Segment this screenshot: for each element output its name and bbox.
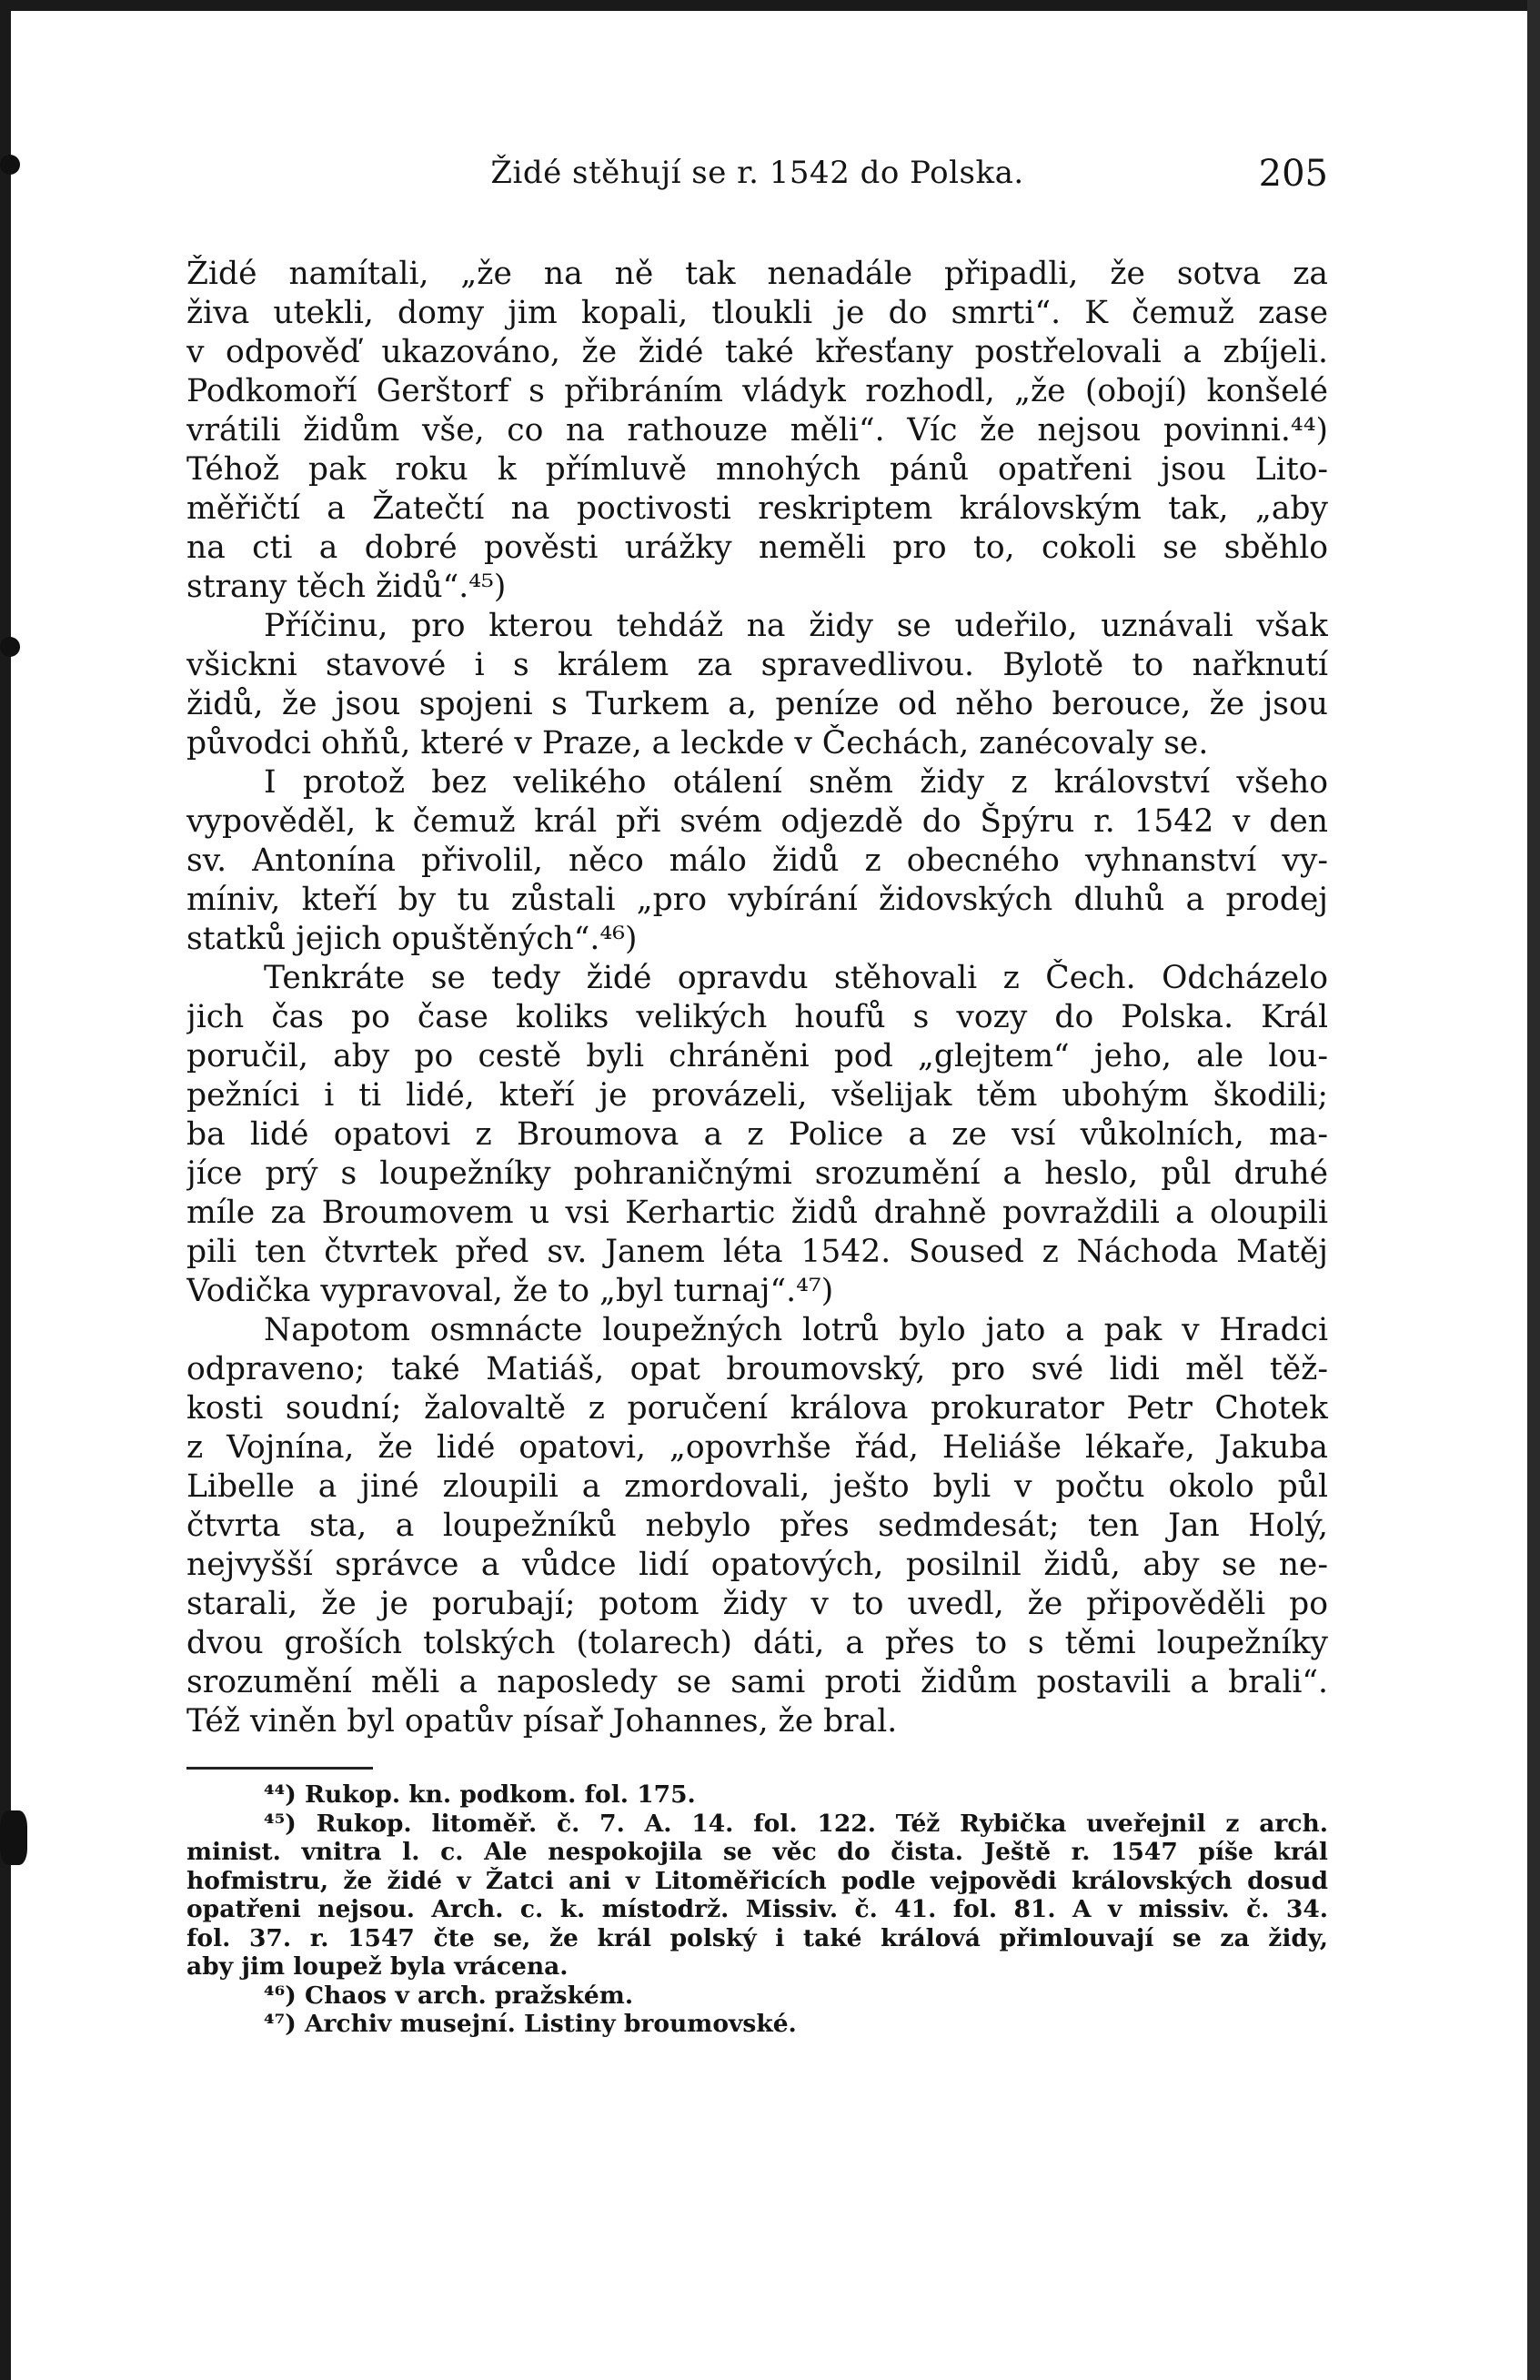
footnote-line: fol. 37. r. 1547 čte se, že král polský i také králová přimlouvají se za židy, [186,1923,1328,1952]
footnote-line: opatřeni nejsou. Arch. c. k. místodrž. Missiv. č. 41. fol. 81. A v missiv. č. 34. [186,1895,1328,1923]
footnotes [186,1780,1328,2039]
scan-edge-left [0,0,11,2380]
text-line: Libelle a jiné zloupili a zmordovali, ješto byli v počtu okolo půl [186,1468,1328,1505]
text-line: poručil, aby po cestě byli chráněni pod „glejtem“ jeho, ale lou- [186,1038,1328,1074]
text-line: nejvyšší správce a vůdce lidí opatových, posilnil židů, aby se ne- [186,1547,1328,1583]
text-line: měřičtí a Žatečtí na poctivosti reskriptem královským tak, „aby [186,490,1328,527]
text-line: pili ten čtvrtek před sv. Janem léta 1542. Soused z Náchoda Matěj [186,1234,1328,1270]
text-line: Podkomoří Gerštorf s přibráním vládyk rozhodl, „že (obojí) konšelé [186,373,1328,409]
scan-edge-top [0,0,1540,11]
text-line: v odpověď ukazováno, že židé také křesťany postřelovali a zbíjeli. [186,334,1328,370]
text-line: kosti soudní; žalovaltě z poručení králova prokurator Petr Chotek [186,1390,1328,1427]
text-line: srozumění měli a naposledy se sami proti židům postavili a brali“. [186,1664,1328,1700]
scan-edge-right [1527,0,1540,2380]
footnote-line: aby jim loupež byla vrácena. [186,1952,569,1981]
text-line: dvou groších tolských (tolarech) dáti, a přes to s těmi loupežníky [186,1625,1328,1661]
text-line: Napotom osmnácte loupežných lotrů bylo jato a pak v Hradci [264,1312,1328,1348]
text-line: míniv, kteří by tu zůstali „pro vybírání židovských dluhů a prodej [186,882,1328,918]
text-line: jíce prý s loupežníky pohraničnými srozumění a heslo, půl druhé [186,1155,1328,1192]
footnote-line: ⁴⁴) Rukop. kn. podkom. fol. 175. [264,1780,696,1809]
footnote-line: ⁴⁶) Chaos v arch. pražském. [264,1981,634,2010]
binding-mark [0,637,20,657]
page-number: 205 [1258,153,1328,195]
text-line: vypověděl, k čemuž král při svém odjezdě do Špýru r. 1542 v den [186,803,1328,840]
footnote-line: ⁴⁵) Rukop. litoměř. č. 7. A. 14. fol. 122. Též Rybička uveřejnil z arch. [264,1809,1328,1838]
text-line: Téhož pak roku k přímluvě mnohých pánů opatřeni jsou Lito- [186,451,1328,488]
text-line: Tenkráte se tedy židé opravdu stěhovali z Čech. Odcházelo [264,960,1328,996]
text-line: starali, že je porubají; potom židy v to uvedl, že připověděli po [186,1586,1328,1622]
text-line: Židé namítali, „že na ně tak nenadále připadli, že sotva za [186,256,1328,292]
text-line: pežníci i ti lidé, kteří je provázeli, všelijak těm ubohým škodili; [186,1077,1328,1114]
running-title: Židé stěhují se r. 1542 do Polska. [490,155,1024,191]
text-line: statků jejich opuštěných“.⁴⁶) [186,921,638,957]
text-line: původci ohňů, které v Praze, a leckde v Čechách, zanécovaly se. [186,725,1209,761]
text-line: sv. Antonína přivolil, něco málo židů z obecného vyhnanství vy- [186,842,1328,879]
text-line: Též viněn byl opatův písař Johannes, že bral. [186,1703,898,1740]
text-line: všickni stavové i s králem za spravedlivou. Bylotě to nařknutí [186,647,1328,683]
footnote-line: ⁴⁷) Archiv musejní. Listiny broumovské. [264,2010,797,2038]
text-line: ba lidé opatovi z Broumova a z Police a ze vsí vůkolních, ma- [186,1116,1328,1153]
text-line: strany těch židů“.⁴⁵) [186,569,507,605]
text-line: jich čas po čase koliks velikých houfů s vozy do Polska. Král [186,999,1328,1035]
binding-mark [0,1810,27,1865]
text-line: židů, že jsou spojeni s Turkem a, peníze od něho berouce, že jsou [186,686,1328,722]
text-line: čtvrta sta, a loupežníků nebylo přes sedmdesát; ten Jan Holý, [186,1508,1328,1544]
text-line: míle za Broumovem u vsi Kerhartic židů drahně povraždili a oloupili [186,1195,1328,1231]
text-line: Vodička vypravoval, že to „byl turnaj“.⁴⁷) [186,1273,834,1309]
text-line: odpraveno; také Matiáš, opat broumovský, pro své lidi měl těž- [186,1351,1328,1387]
body-text [186,255,1328,1741]
text-line: I protož bez velikého otálení sněm židy z království všeho [264,764,1328,801]
text-line: Příčinu, pro kterou tehdáž na židy se udeřilo, uznávali však [264,608,1328,644]
footnote-line: hofmistru, že židé v Žatci ani v Litoměřicích podle vejpovědi královských dosud [186,1866,1328,1895]
text-line: vrátili židům vše, co na rathouze měli“. Víc že nejsou povinni.⁴⁴) [186,412,1328,449]
text-line: na cti a dobré pověsti urážky neměli pro to, cokoli se sběhlo [186,529,1328,566]
footnote-line: minist. vnitra l. c. Ale nespokojila se věc do čista. Ještě r. 1547 píše král [186,1838,1328,1866]
footnote-rule [186,1767,373,1770]
text-line: z Vojnína, že lidé opatovi, „opovrhše řád, Heliáše lékaře, Jakuba [186,1429,1328,1466]
page-header [186,146,1328,211]
text-line: živa utekli, domy jim kopali, tloukli je do smrti“. K čemuž zase [186,295,1328,331]
binding-mark [0,155,20,175]
book-page [186,146,1328,2039]
